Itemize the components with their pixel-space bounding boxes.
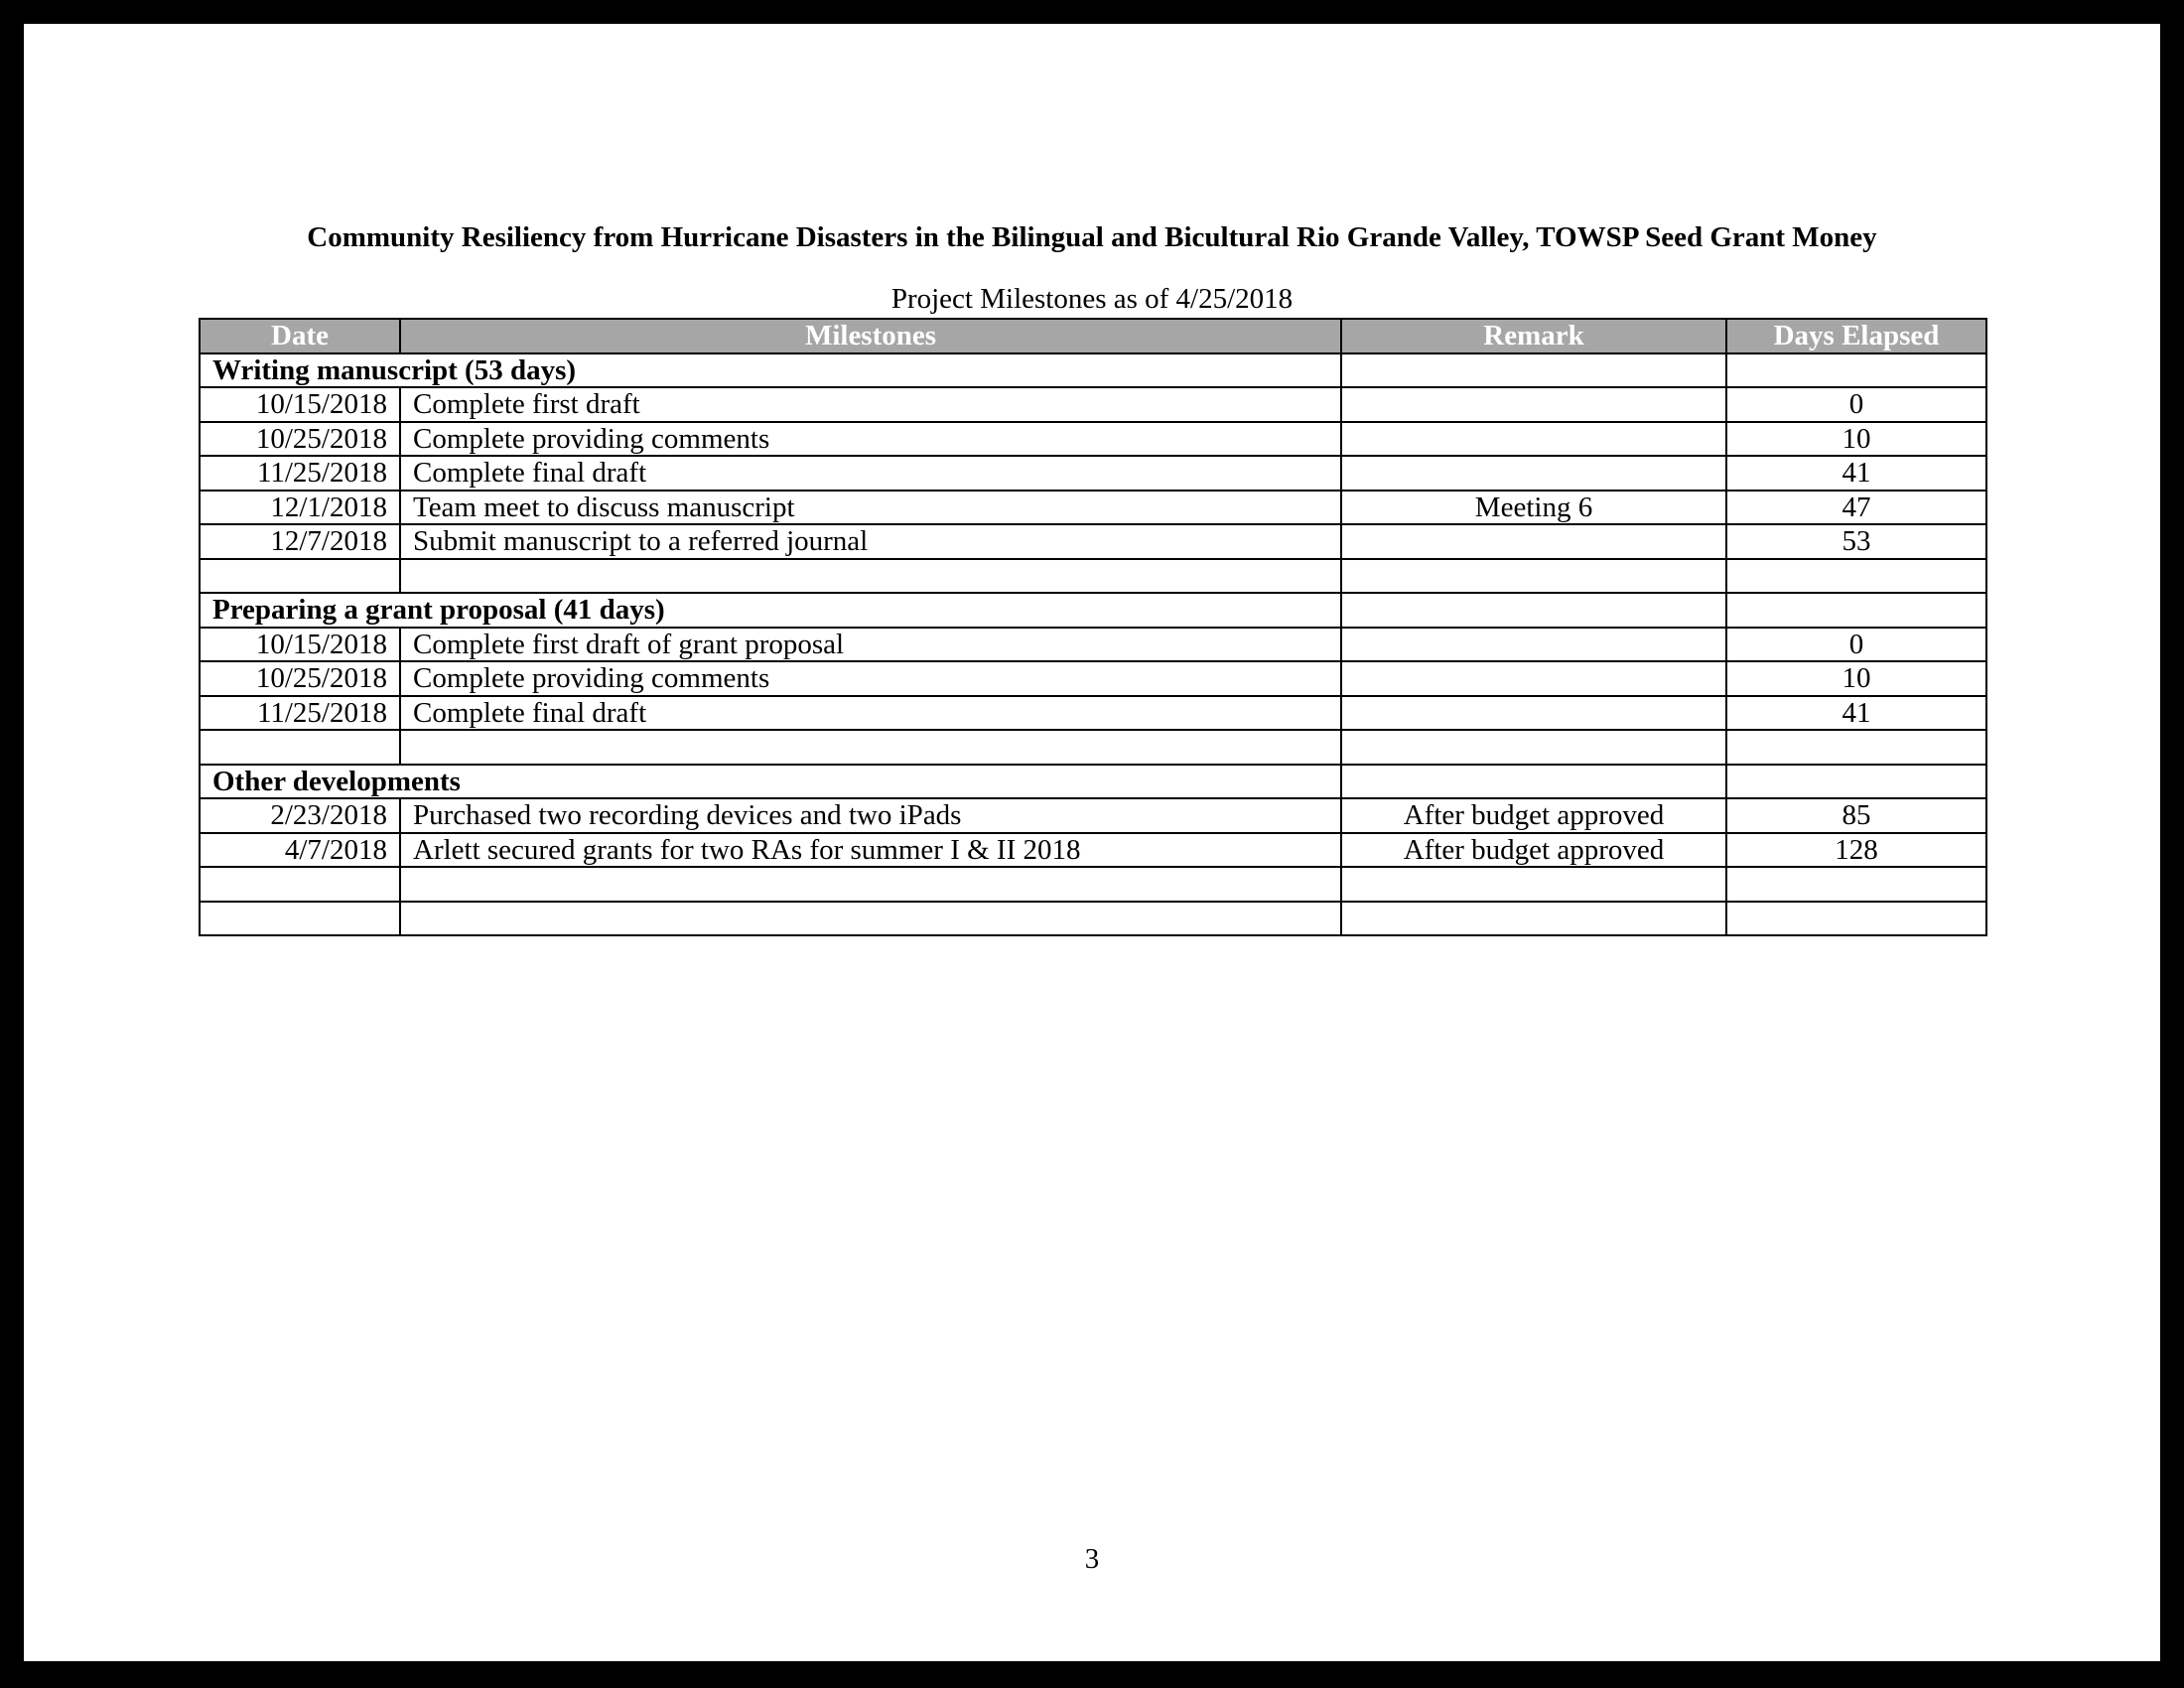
milestone-cell: Complete providing comments <box>400 422 1341 457</box>
days-elapsed-cell: 0 <box>1726 628 1986 662</box>
empty-cell <box>1726 902 1986 936</box>
remark-cell <box>1341 422 1726 457</box>
milestone-cell: Complete providing comments <box>400 661 1341 696</box>
section-heading: Other developments <box>200 765 1341 799</box>
milestones-table <box>199 318 1987 936</box>
document-subtitle: Project Milestones as of 4/25/2018 <box>890 283 1294 315</box>
table-row <box>200 661 1986 696</box>
empty-cell <box>1726 867 1986 902</box>
empty-cell <box>1726 730 1986 765</box>
milestone-cell: Submit manuscript to a referred journal <box>400 524 1341 559</box>
header-date: Date <box>200 319 400 353</box>
section-heading: Writing manuscript (53 days) <box>200 353 1341 388</box>
milestone-cell: Complete final draft <box>400 696 1341 731</box>
section-heading-row <box>200 593 1986 628</box>
empty-row <box>200 867 1986 902</box>
empty-cell <box>400 867 1341 902</box>
table-row <box>200 456 1986 491</box>
days-elapsed-cell: 47 <box>1726 491 1986 525</box>
date-cell: 12/7/2018 <box>200 524 400 559</box>
date-cell: 4/7/2018 <box>200 833 400 868</box>
remark-cell <box>1341 524 1726 559</box>
remark-cell <box>1341 456 1726 491</box>
empty-cell <box>1726 353 1986 388</box>
page-number: 3 <box>1084 1543 1100 1575</box>
empty-cell <box>1341 353 1726 388</box>
document-title: Community Resiliency from Hurricane Disasters in the Bilingual and Bicultural Rio Grande Valley, TOWSP Seed Grant Money <box>307 221 1877 253</box>
empty-row <box>200 559 1986 594</box>
date-cell: 10/15/2018 <box>200 628 400 662</box>
empty-cell <box>400 559 1341 594</box>
table-header-row <box>200 319 1986 353</box>
milestone-cell: Complete first draft <box>400 387 1341 422</box>
remark-cell <box>1341 661 1726 696</box>
milestone-cell: Arlett secured grants for two RAs for summer I & II 2018 <box>400 833 1341 868</box>
empty-row <box>200 902 1986 936</box>
table-row <box>200 422 1986 457</box>
table-row <box>200 833 1986 868</box>
remark-cell: Meeting 6 <box>1341 491 1726 525</box>
empty-row <box>200 730 1986 765</box>
days-elapsed-cell: 10 <box>1726 661 1986 696</box>
empty-cell <box>1341 559 1726 594</box>
days-elapsed-cell: 53 <box>1726 524 1986 559</box>
empty-cell <box>1726 593 1986 628</box>
empty-cell <box>400 902 1341 936</box>
table-row <box>200 798 1986 833</box>
document-page <box>24 24 2160 1661</box>
empty-cell <box>1341 902 1726 936</box>
date-cell: 11/25/2018 <box>200 456 400 491</box>
date-cell: 11/25/2018 <box>200 696 400 731</box>
days-elapsed-cell: 41 <box>1726 696 1986 731</box>
date-cell: 12/1/2018 <box>200 491 400 525</box>
empty-cell <box>200 730 400 765</box>
section-heading-row <box>200 765 1986 799</box>
empty-cell <box>1341 593 1726 628</box>
empty-cell <box>1726 765 1986 799</box>
empty-cell <box>200 902 400 936</box>
days-elapsed-cell: 41 <box>1726 456 1986 491</box>
remark-cell <box>1341 387 1726 422</box>
remark-cell: After budget approved <box>1341 833 1726 868</box>
date-cell: 10/15/2018 <box>200 387 400 422</box>
table-row <box>200 387 1986 422</box>
remark-cell: After budget approved <box>1341 798 1726 833</box>
remark-cell <box>1341 628 1726 662</box>
milestone-cell: Team meet to discuss manuscript <box>400 491 1341 525</box>
empty-cell <box>400 730 1341 765</box>
section-heading: Preparing a grant proposal (41 days) <box>200 593 1341 628</box>
date-cell: 10/25/2018 <box>200 422 400 457</box>
days-elapsed-cell: 85 <box>1726 798 1986 833</box>
milestone-cell: Complete final draft <box>400 456 1341 491</box>
date-cell: 2/23/2018 <box>200 798 400 833</box>
days-elapsed-cell: 0 <box>1726 387 1986 422</box>
empty-cell <box>1341 765 1726 799</box>
table-row <box>200 491 1986 525</box>
empty-cell <box>1341 730 1726 765</box>
empty-cell <box>200 559 400 594</box>
header-milestones: Milestones <box>400 319 1341 353</box>
days-elapsed-cell: 128 <box>1726 833 1986 868</box>
header-days-elapsed: Days Elapsed <box>1726 319 1986 353</box>
table-row <box>200 696 1986 731</box>
days-elapsed-cell: 10 <box>1726 422 1986 457</box>
empty-cell <box>1341 867 1726 902</box>
date-cell: 10/25/2018 <box>200 661 400 696</box>
milestone-cell: Purchased two recording devices and two iPads <box>400 798 1341 833</box>
table-row <box>200 524 1986 559</box>
remark-cell <box>1341 696 1726 731</box>
empty-cell <box>200 867 400 902</box>
empty-cell <box>1726 559 1986 594</box>
header-remark: Remark <box>1341 319 1726 353</box>
section-heading-row <box>200 353 1986 388</box>
table-row <box>200 628 1986 662</box>
milestone-cell: Complete first draft of grant proposal <box>400 628 1341 662</box>
